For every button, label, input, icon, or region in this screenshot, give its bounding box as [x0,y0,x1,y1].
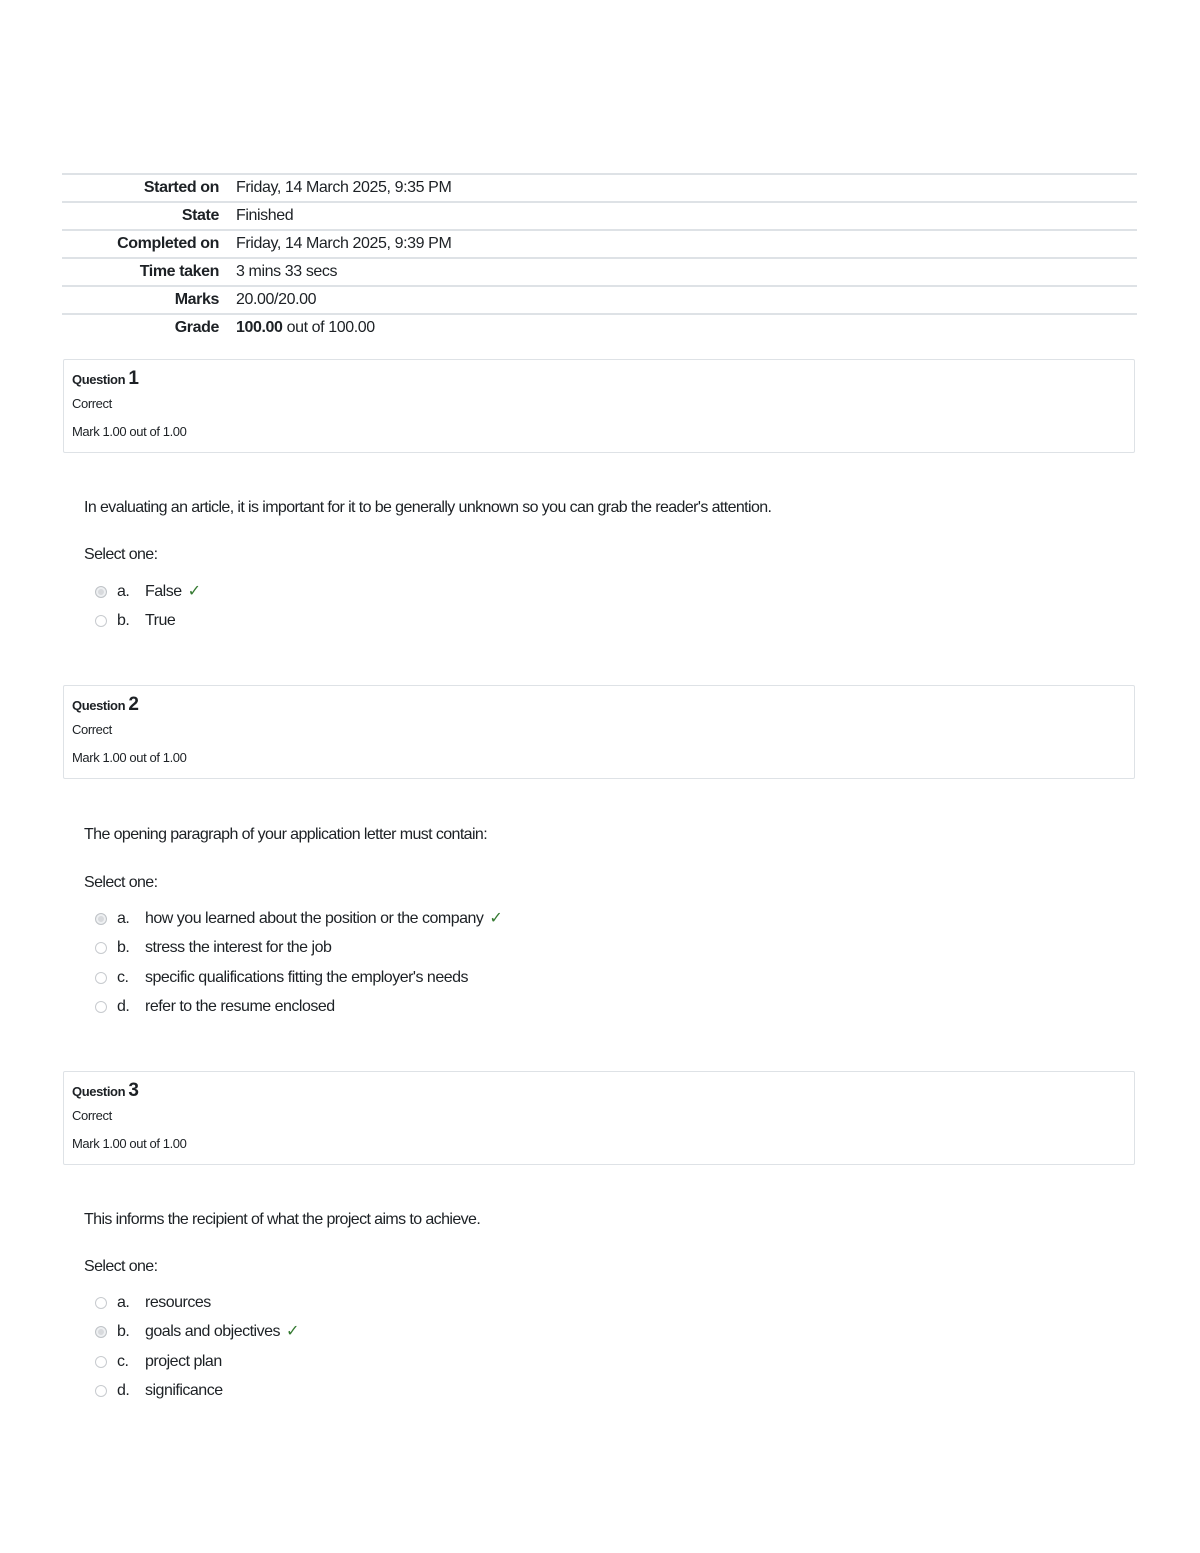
summary-row [62,258,1137,286]
question-info-box [63,359,1135,453]
question-text: This informs the recipient of what the project aims to achieve. [84,1211,481,1228]
summary-value: 20.00/20.00 [236,286,1137,314]
summary-label: Grade [174,319,219,336]
question-number [72,1080,1126,1102]
answer-option[interactable] [93,1288,299,1318]
answer-letter: c. [117,1352,129,1370]
answer-list [93,904,502,1022]
summary-row-grade [62,314,1137,341]
question-grade: Mark 1.00 out of 1.00 [72,750,187,765]
radio-button[interactable] [95,972,107,984]
radio-button[interactable] [95,1356,107,1368]
summary-row [62,286,1137,314]
grade-value: 100.00 [236,319,283,336]
summary-value: Friday, 14 March 2025, 9:39 PM [236,230,1137,258]
summary-value: 3 mins 33 secs [236,258,1137,286]
question-grade: Mark 1.00 out of 1.00 [72,1136,187,1151]
answer-text: False [145,582,182,600]
question-number-value: 3 [128,1080,139,1101]
answer-text: refer to the resume enclosed [145,998,335,1016]
summary-label: Marks [62,286,236,314]
radio-button[interactable] [95,1001,107,1013]
question-label: Question [72,372,126,387]
answer-option[interactable] [93,607,201,637]
radio-button[interactable] [95,913,107,925]
summary-label: Time taken [62,258,236,286]
question-info-box [63,1071,1135,1165]
summary-row [62,230,1137,258]
answer-text: significance [145,1382,223,1400]
question-label: Question [72,1084,126,1099]
answer-prompt: Select one: [84,546,158,563]
question-text: In evaluating an article, it is important for it to be generally unknown so you can grab the reader's attention. [84,499,772,516]
answer-letter: b. [117,612,130,630]
radio-button[interactable] [95,615,107,627]
radio-button[interactable] [95,586,107,598]
answer-letter: b. [117,939,130,957]
question-text: The opening paragraph of your application letter must contain: [84,826,488,843]
radio-button[interactable] [95,1326,107,1338]
check-icon: ✓ [187,582,201,600]
answer-option[interactable] [93,577,201,607]
answer-prompt: Select one: [84,1258,158,1275]
answer-text: stress the interest for the job [145,939,332,957]
summary-row [62,174,1137,202]
question-number [72,694,1126,716]
answer-option[interactable] [93,1318,299,1348]
answer-letter: d. [117,1382,130,1400]
question-number-value: 1 [128,368,139,389]
answer-prompt: Select one: [84,874,158,891]
radio-button[interactable] [95,1297,107,1309]
answer-text: resources [145,1293,211,1311]
answer-list [93,1288,299,1406]
answer-option[interactable] [93,1377,299,1407]
question-info-box [63,685,1135,779]
question-grade: Mark 1.00 out of 1.00 [72,424,187,439]
answer-letter: a. [117,582,130,600]
summary-value [236,314,1137,341]
answer-letter: b. [117,1323,130,1341]
answer-option[interactable] [93,993,502,1023]
check-icon: ✓ [489,909,503,927]
answer-letter: a. [117,1293,130,1311]
summary-value: Friday, 14 March 2025, 9:35 PM [236,174,1137,202]
answer-option[interactable] [93,1347,299,1377]
answer-text: project plan [145,1352,222,1370]
answer-letter: c. [117,968,129,986]
summary-label: Completed on [62,230,236,258]
answer-text: goals and objectives [145,1323,280,1341]
question-state: Correct [72,722,112,737]
answer-letter: d. [117,998,130,1016]
question-number-value: 2 [128,694,139,715]
quiz-summary-table [62,173,1137,341]
answer-option[interactable] [93,963,502,993]
summary-row [62,202,1137,230]
summary-value: Finished [236,202,1137,230]
check-icon: ✓ [285,1323,299,1341]
question-state: Correct [72,396,112,411]
answer-text: True [145,612,176,630]
answer-letter: a. [117,909,130,927]
radio-button[interactable] [95,1385,107,1397]
radio-button[interactable] [95,942,107,954]
grade-out-of: out of 100.00 [282,319,375,336]
summary-label: Started on [62,174,236,202]
answer-text: how you learned about the position or the company [145,909,484,927]
answer-option[interactable] [93,904,502,934]
question-number [72,368,1126,390]
question-label: Question [72,698,126,713]
answer-list [93,577,201,636]
question-state: Correct [72,1108,112,1123]
summary-label: State [62,202,236,230]
answer-option[interactable] [93,934,502,964]
answer-text: specific qualifications fitting the employer's needs [145,968,469,986]
